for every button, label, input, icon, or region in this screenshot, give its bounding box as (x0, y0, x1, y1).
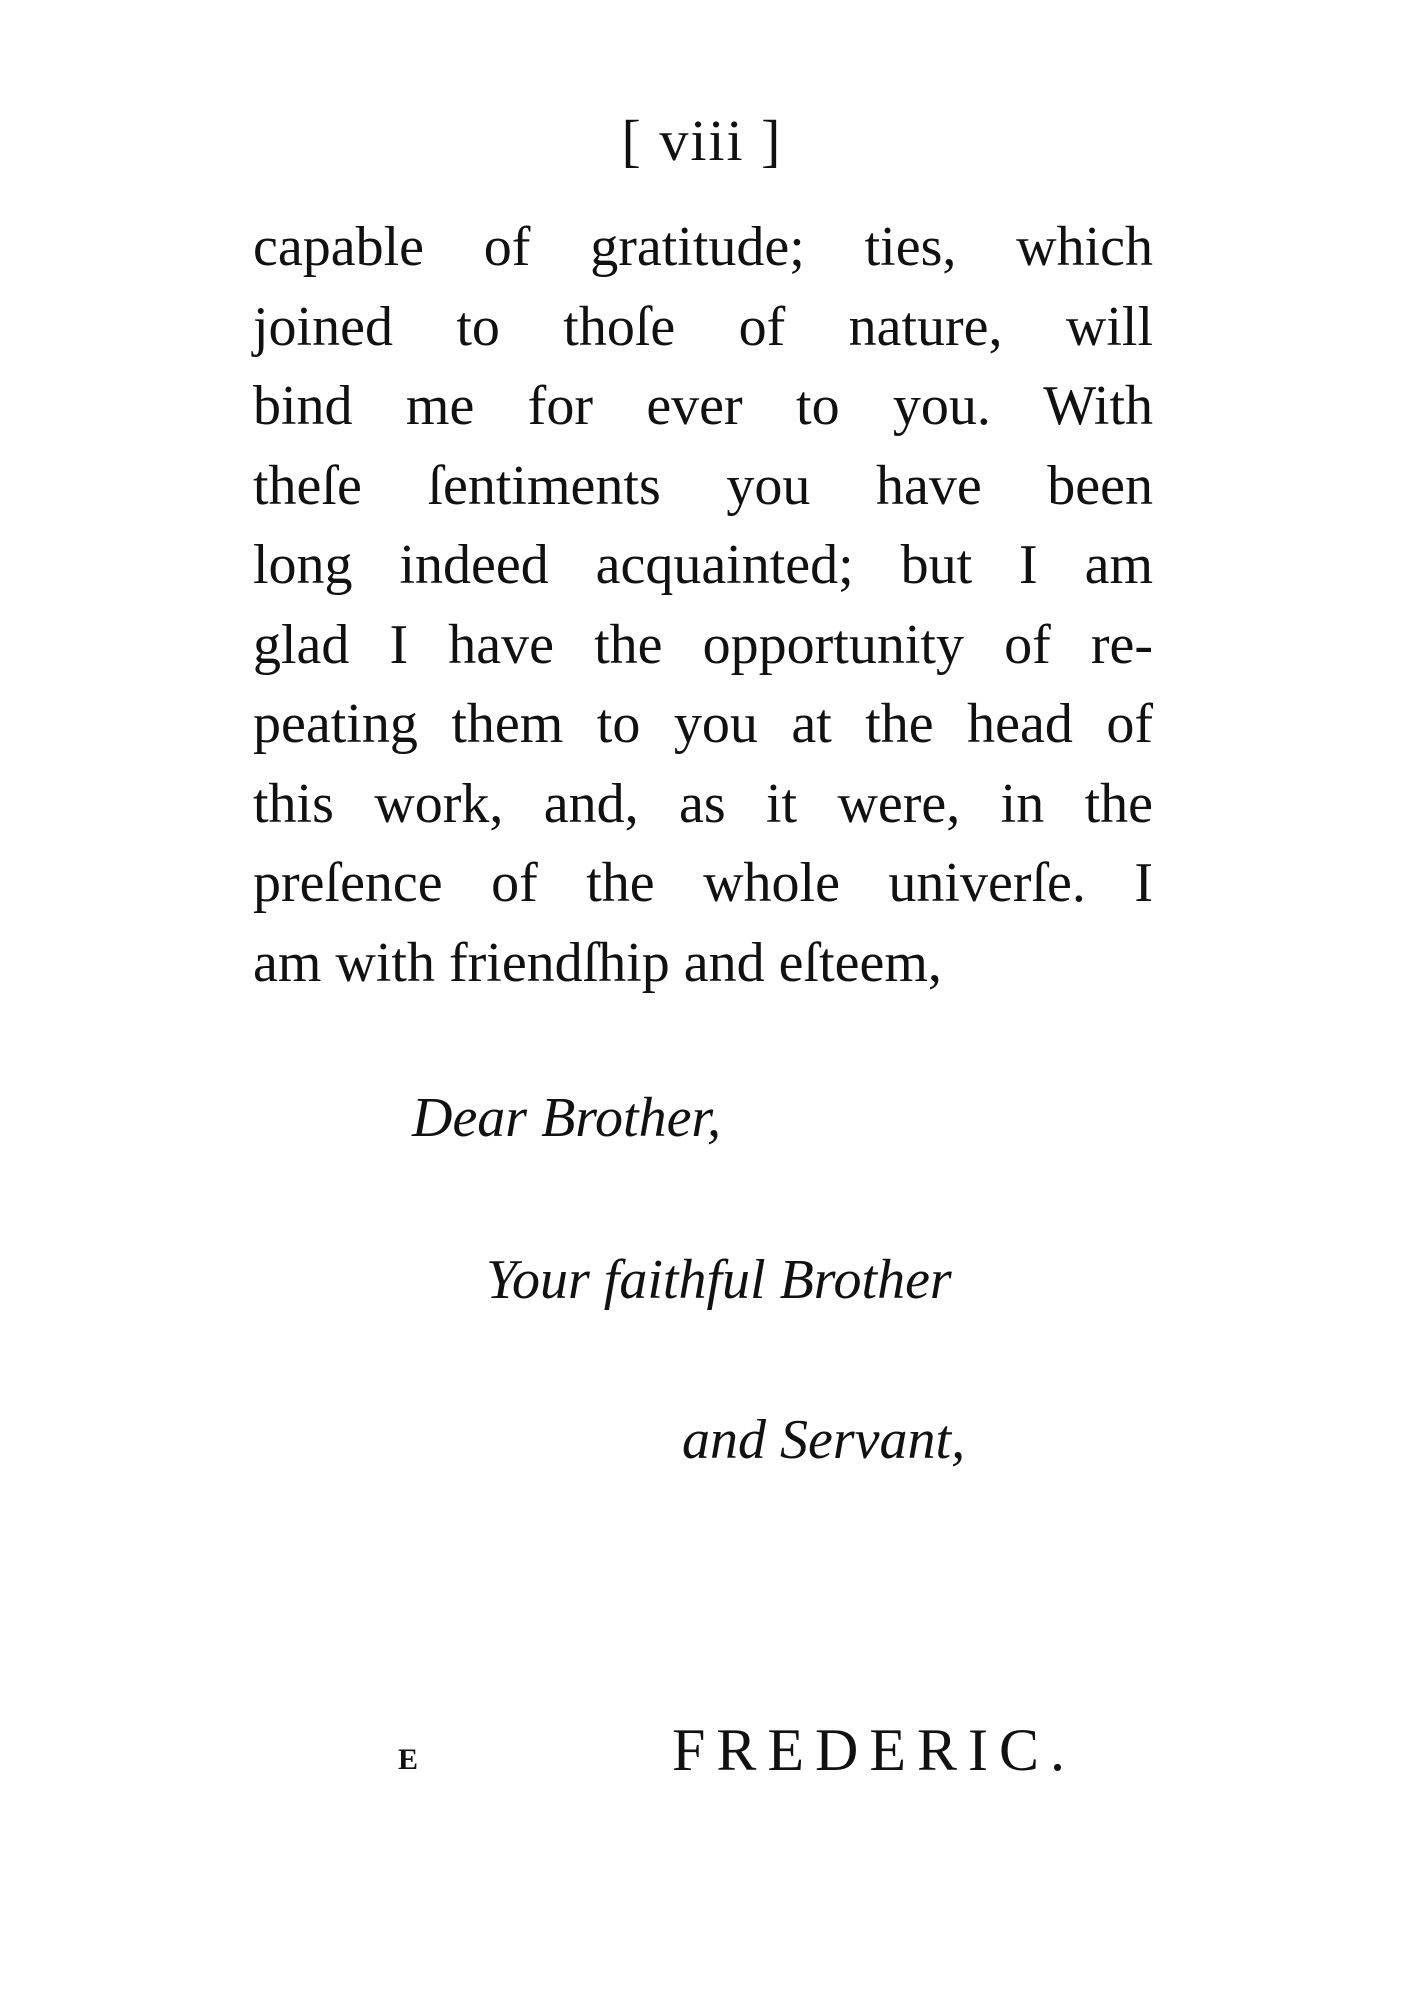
letter-body (253, 208, 1153, 1003)
body-line-7: peating them to you at the head of (253, 693, 1153, 755)
body-line-9: preſence of the whole univerſe. I (253, 852, 1153, 914)
body-line-1: capable of gratitude; ties, which (253, 216, 1153, 278)
closing-line-2: and Servant, (682, 1409, 966, 1471)
body-line-6: glad I have the opportunity of re- (253, 613, 1153, 676)
salutation: Dear Brother, (412, 1087, 722, 1149)
signature-mark: E (398, 1743, 419, 1776)
closing-line-1: Your faithful Brother (486, 1249, 952, 1311)
body-line-10: am with friendſhip and eſteem, (253, 931, 942, 994)
body-line-4: theſe ſentiments you have been (253, 454, 1153, 517)
body-line-8: this work, and, as it were, in the (253, 772, 1153, 835)
body-line-3: bind me for ever to you. With (253, 375, 1153, 437)
body-line-5: long indeed acquainted; but I am (253, 534, 1153, 596)
page-number: [ viii ] (621, 108, 783, 173)
body-line-2: joined to thoſe of nature, will (253, 295, 1153, 358)
signature: FREDERIC. (672, 1717, 1077, 1783)
